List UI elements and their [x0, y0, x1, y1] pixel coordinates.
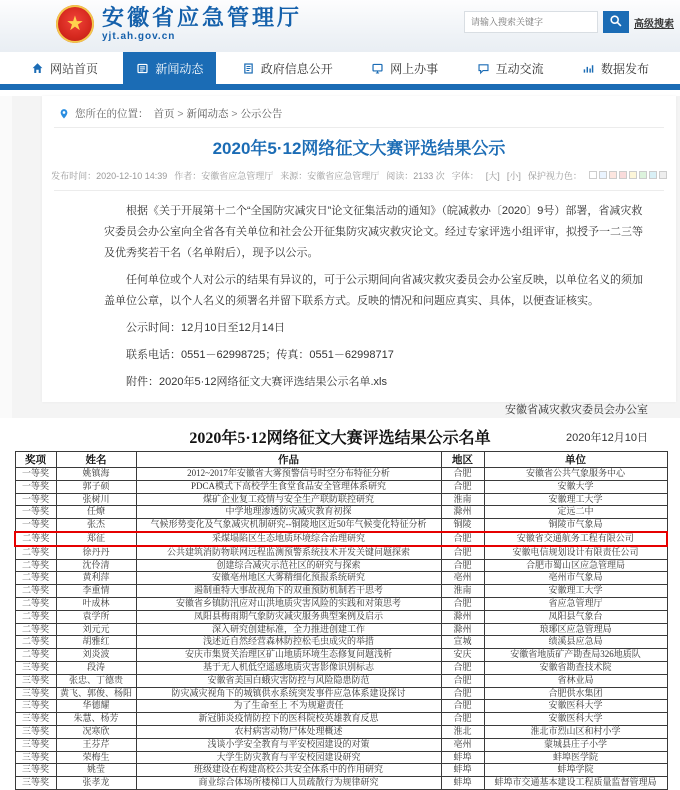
table-cell: 安徽省勘查技术院: [484, 661, 667, 674]
article-paragraph: 联系电话：0551－62998725；传真：0551－62998717: [126, 349, 394, 361]
search-area: [464, 11, 674, 33]
table-cell: 合肥: [441, 687, 484, 700]
table-cell: 二等奖: [15, 546, 56, 559]
table-cell: 姚莹: [56, 764, 136, 777]
table-cell: 深入研究创建标准，全力推进创建工作: [136, 623, 441, 636]
table-cell: 张树川: [56, 493, 136, 506]
eyecare-swatch[interactable]: [659, 171, 667, 179]
nav-item-新闻动态[interactable]: [123, 52, 216, 84]
table-cell: 合肥: [441, 480, 484, 493]
table-cell: 合肥: [441, 700, 484, 713]
table-cell: 安徽大学: [484, 480, 667, 493]
table-cell: 二等奖: [15, 597, 56, 610]
breadcrumb-label: 您所在的位置：: [75, 108, 149, 120]
eyecare-swatch[interactable]: [589, 171, 597, 179]
table-cell: 黄飞、郭俊、杨阳: [56, 687, 136, 700]
table-cell: 蚌埠: [441, 764, 484, 777]
table-row: [15, 764, 667, 777]
table-row: [15, 480, 667, 493]
table-cell: 合肥: [441, 532, 484, 546]
table-cell: 安徽省交通航务工程有限公司: [484, 532, 667, 546]
table-cell: 气候形势变化及气象减灾机制研究--铜陵地区近50年气候变化特征分析: [136, 519, 441, 532]
meta-item: 来源：安徽省应急管理厅: [280, 170, 380, 181]
table-title: 2020年5·12网络征文大赛评选结果公示名单: [189, 430, 491, 447]
table-cell: 为了生命至上 不为规避责任: [136, 700, 441, 713]
eyecare-swatches: [589, 171, 667, 179]
content-background: [0, 96, 680, 444]
table-cell: 蚌埠: [441, 751, 484, 764]
table-cell: 二等奖: [15, 649, 56, 662]
table-cell: 新冠肺炎疫情防控下的医科院校英雄教育反思: [136, 713, 441, 726]
eyecare-swatch[interactable]: [649, 171, 657, 179]
table-cell: 省应急管理厅: [484, 597, 667, 610]
article-paragraph: 任何单位或个人对公示的结果有异议的，可于公示期间向省减灾救灾委员会办公室反映，以单位名义的须加盖单位公章，以个人名义的须署名并留下联系方式。反映的情况和问题应真实、具体，以便查证核实。: [104, 274, 643, 307]
table-cell: 王芬芹: [56, 738, 136, 751]
article-body: [42, 191, 676, 393]
table-row: [15, 674, 667, 687]
table-cell: 滁州: [441, 623, 484, 636]
table-cell: 合肥: [441, 546, 484, 559]
table-cell: 合肥: [441, 713, 484, 726]
table-cell: 张杰: [56, 519, 136, 532]
meta-item: 作者：安徽省应急管理厅: [174, 170, 274, 181]
table-cell: 班级建设在构建高校公共安全体系中的作用研究: [136, 764, 441, 777]
eyecare-label: 保护视力色：: [527, 170, 582, 181]
table-row: [15, 610, 667, 623]
table-row: [15, 636, 667, 649]
table-cell: 三等奖: [15, 764, 56, 777]
table-cell: 淮北: [441, 725, 484, 738]
table-cell: 一等奖: [15, 468, 56, 481]
meta-item: 发布时间：2020-12-10 14:39: [51, 170, 168, 181]
site-logo: [56, 5, 302, 43]
signature-date: 2020年12月10日: [566, 432, 648, 444]
breadcrumb-link[interactable]: 新闻动态: [186, 108, 229, 120]
table-cell: 刘炎波: [56, 649, 136, 662]
table-cell: 安徽理工大学: [484, 493, 667, 506]
table-cell: 安庆: [441, 649, 484, 662]
table-cell: 郑征: [56, 532, 136, 546]
table-header-cell: 地区: [441, 452, 484, 468]
monitor-icon: [371, 62, 384, 75]
table-row: [15, 493, 667, 506]
nav-item-label: 网上办事: [390, 61, 439, 76]
chart-icon: [582, 62, 595, 75]
article-meta: [42, 169, 676, 181]
table-cell: 省林业局: [484, 674, 667, 687]
font-size-label: 字体：: [451, 170, 479, 181]
table-cell: 李重情: [56, 585, 136, 598]
table-cell: 二等奖: [15, 585, 56, 598]
table-cell: 合肥供水集团: [484, 687, 667, 700]
breadcrumb-link[interactable]: 首页: [153, 108, 175, 120]
table-header-cell: 单位: [484, 452, 667, 468]
search-button[interactable]: [603, 11, 629, 33]
table-cell: 张忠、丁德贵: [56, 674, 136, 687]
table-row: [15, 623, 667, 636]
table-cell: 蒙城县庄子小学: [484, 738, 667, 751]
table-cell: 铜陵: [441, 519, 484, 532]
eyecare-swatch[interactable]: [609, 171, 617, 179]
table-cell: 三等奖: [15, 687, 56, 700]
table-cell: 沈伶清: [56, 559, 136, 572]
table-cell: 段涛: [56, 661, 136, 674]
breadcrumb: [42, 96, 676, 127]
news-icon: [136, 62, 149, 75]
nav-item-网上办事[interactable]: [358, 52, 451, 84]
table-cell: 安庆市集贤关治理区矿山地质环境生态修复问题浅析: [136, 649, 441, 662]
nav-item-政府信息公开[interactable]: [229, 52, 346, 84]
article-paragraph: 公示时间：12月10日至12月14日: [126, 322, 285, 334]
table-row: [15, 751, 667, 764]
meta-item: 阅读：2133 次: [386, 170, 445, 181]
breadcrumb-link[interactable]: 公示公告: [240, 108, 283, 120]
national-emblem-icon: ★: [56, 5, 94, 43]
table-cell: 淮南: [441, 585, 484, 598]
table-cell: 基于无人机低空遥感地质灾害影像识别标志: [136, 661, 441, 674]
table-cell: 二等奖: [15, 623, 56, 636]
table-cell: 安徽省地质矿产勘查局326地质队: [484, 649, 667, 662]
table-cell: 宣城: [441, 636, 484, 649]
table-cell: 二等奖: [15, 610, 56, 623]
site-title: 安徽省应急管理厅: [102, 5, 303, 31]
table-cell: 蚌埠: [441, 777, 484, 790]
table-cell: 绩溪县应急局: [484, 636, 667, 649]
table-cell: 商业综合体场所楼梯口人员疏散行为规律研究: [136, 777, 441, 790]
table-cell: 安徽省公共气象服务中心: [484, 468, 667, 481]
table-cell: 朱慧、杨芳: [56, 713, 136, 726]
table-cell: PDCA模式下高校学生食堂食品安全管理体系研究: [136, 480, 441, 493]
signature-org: 安徽省减灾救灾委员会办公室: [505, 404, 648, 416]
table-cell: 三等奖: [15, 751, 56, 764]
table-cell: 黄利萍: [56, 572, 136, 585]
table-cell: 叶成林: [56, 597, 136, 610]
nav-item-label: 互动交流: [495, 61, 544, 76]
table-cell: 合肥: [441, 661, 484, 674]
nav-item-数据发布[interactable]: [569, 52, 662, 84]
table-cell: 铜陵市气象局: [484, 519, 667, 532]
nav-item-互动交流[interactable]: [464, 52, 557, 84]
article-card: [42, 96, 676, 444]
table-cell: 二等奖: [15, 572, 56, 585]
table-cell: 遏制重特大事故视角下的双重预防机制若干思考: [136, 585, 441, 598]
table-cell: 二等奖: [15, 636, 56, 649]
table-cell: 三等奖: [15, 661, 56, 674]
table-row: [15, 725, 667, 738]
table-cell: 一等奖: [15, 493, 56, 506]
table-cell: 任燎: [56, 506, 136, 519]
site-header: [0, 0, 680, 52]
table-cell: 安徽理工大学: [484, 585, 667, 598]
table-cell: 琅琊区应急管理局: [484, 623, 667, 636]
nav-item-网站首页[interactable]: [18, 52, 111, 84]
location-pin-icon: [58, 108, 70, 120]
eyecare-swatch[interactable]: [599, 171, 607, 179]
table-cell: 一等奖: [15, 519, 56, 532]
table-header-cell: 奖项: [15, 452, 56, 468]
table-cell: 亳州: [441, 572, 484, 585]
table-cell: 合肥: [441, 468, 484, 481]
advanced-search-link[interactable]: 高级搜索: [634, 18, 674, 30]
nav-item-label: 网站首页: [50, 61, 99, 76]
table-row: [15, 661, 667, 674]
table-cell: 采煤塌陷区生态地质环境综合治理研究: [136, 532, 441, 546]
article-paragraph: 附件：2020年5·12网络征文大赛评选结果公示名单.xls: [126, 376, 387, 388]
table-cell: 合肥市蜀山区应急管理局: [484, 559, 667, 572]
table-cell: 2012~2017年安徽省大雾预警信号时空分布特征分析: [136, 468, 441, 481]
chat-icon: [477, 62, 490, 75]
table-row: [15, 597, 667, 610]
results-table: [14, 451, 668, 790]
table-cell: 大学生防灾教育与平安校园建设研究: [136, 751, 441, 764]
table-cell: 凤阳县气象台: [484, 610, 667, 623]
table-cell: 安徽省乡镇防汛应对山洪地质灾害风险的实践和对策思考: [136, 597, 441, 610]
table-cell: 二等奖: [15, 532, 56, 546]
search-input[interactable]: [464, 11, 598, 33]
table-cell: 一等奖: [15, 506, 56, 519]
table-row: [15, 468, 667, 481]
table-cell: 况寒欣: [56, 725, 136, 738]
table-cell: 合肥: [441, 559, 484, 572]
table-cell: 三等奖: [15, 713, 56, 726]
table-cell: 滁州: [441, 610, 484, 623]
table-row: [15, 738, 667, 751]
table-cell: 安徽医科大学: [484, 700, 667, 713]
table-cell: 刘元元: [56, 623, 136, 636]
table-cell: 三等奖: [15, 700, 56, 713]
table-cell: 二等奖: [15, 559, 56, 572]
table-cell: 农村病害动物尸体处理概述: [136, 725, 441, 738]
nav-item-label: 政府信息公开: [260, 61, 333, 76]
main-nav: [0, 52, 680, 84]
table-header-cell: 作品: [136, 452, 441, 468]
table-cell: 蚌埠医学院: [484, 751, 667, 764]
nav-item-label: 新闻动态: [155, 61, 204, 76]
table-cell: 袁学所: [56, 610, 136, 623]
table-cell: 三等奖: [15, 725, 56, 738]
table-header-row: [15, 452, 667, 468]
table-cell: 张孝龙: [56, 777, 136, 790]
table-cell: 凤阳县梅雨期气象防灾减灾服务典型案例及启示: [136, 610, 441, 623]
table-cell: 姚镇海: [56, 468, 136, 481]
table-header-cell: 姓名: [56, 452, 136, 468]
table-cell: 三等奖: [15, 674, 56, 687]
table-cell: 蚌埠市交通基本建设工程质量监督管理局: [484, 777, 667, 790]
table-cell: 蚌埠学院: [484, 764, 667, 777]
table-cell: 徐丹丹: [56, 546, 136, 559]
table-row: [15, 585, 667, 598]
table-cell: 亳州市气象局: [484, 572, 667, 585]
home-icon: [31, 62, 44, 75]
table-row: [15, 777, 667, 790]
document-icon: [242, 62, 255, 75]
table-cell: 公共建筑消防物联网远程监测预警系统技术开发关键问题探索: [136, 546, 441, 559]
table-cell: 三等奖: [15, 777, 56, 790]
table-cell: 煤矿企业复工疫情与安全生产联防联控研究: [136, 493, 441, 506]
table-cell: 滁州: [441, 506, 484, 519]
table-cell: 浅谈小学安全教育与平安校园建设的对策: [136, 738, 441, 751]
table-cell: 合肥: [441, 674, 484, 687]
table-cell: 淮南: [441, 493, 484, 506]
table-cell: 荣梅生: [56, 751, 136, 764]
eyecare-swatch[interactable]: [619, 171, 627, 179]
search-icon: [609, 14, 623, 31]
table-cell: 浅述近自然经营森林防控松毛虫成灾的举措: [136, 636, 441, 649]
divider: [54, 127, 664, 128]
table-row: [15, 700, 667, 713]
table-cell: 亳州: [441, 738, 484, 751]
eyecare-swatch[interactable]: [639, 171, 647, 179]
font-size-option[interactable]: [小]: [506, 170, 521, 181]
table-cell: 三等奖: [15, 738, 56, 751]
table-row: [15, 546, 667, 559]
table-row: [15, 687, 667, 700]
table-cell: 一等奖: [15, 480, 56, 493]
site-url: yjt.ah.gov.cn: [102, 30, 176, 42]
table-row: [15, 559, 667, 572]
page-title: 2020年5·12网络征文大赛评选结果公示: [212, 139, 506, 158]
table-cell: 胡雅红: [56, 636, 136, 649]
table-row: [15, 649, 667, 662]
breadcrumb-separator: >: [228, 108, 241, 120]
table-cell: 安徽省美国白蛾灾害防控与风险隐患防范: [136, 674, 441, 687]
table-cell: 安徽亳州地区大雾精细化预报系统研究: [136, 572, 441, 585]
article-paragraph: 根据《关于开展第十二个“全国防灾减灾日”论文征集活动的通知》（皖减救办〔2020〕9号）部署，省减灾救灾委员会办公室向全省各有关单位和社会公开征集防灾减灾救灾论文。经过专家评选小组评审，拟授予一二三等及优秀奖若干名（名单附后），现予以公示。: [104, 205, 643, 259]
table-row: [15, 519, 667, 532]
nav-item-label: 数据发布: [600, 61, 649, 76]
table-cell: 合肥: [441, 597, 484, 610]
table-cell: 创建综合减灾示范社区的研究与探索: [136, 559, 441, 572]
results-section: [0, 418, 680, 790]
table-cell: 郭子硕: [56, 480, 136, 493]
eyecare-swatch[interactable]: [629, 171, 637, 179]
accent-bar: [0, 84, 680, 90]
table-cell: 安徽电信规划设计有限责任公司: [484, 546, 667, 559]
highlighted-row: [15, 532, 667, 546]
table-row: [15, 506, 667, 519]
table-cell: 淮北市烈山区和村小学: [484, 725, 667, 738]
table-row: [15, 572, 667, 585]
table-row: [15, 713, 667, 726]
table-cell: 安徽医科大学: [484, 713, 667, 726]
table-cell: 防灾减灾视角下的城镇供水系统突发事件应急体系建设探讨: [136, 687, 441, 700]
table-cell: 定远二中: [484, 506, 667, 519]
table-cell: 华德耀: [56, 700, 136, 713]
breadcrumb-separator: >: [174, 108, 187, 120]
table-cell: 中学地理渗透防灾减灾教育初探: [136, 506, 441, 519]
font-size-option[interactable]: [大]: [485, 170, 500, 181]
